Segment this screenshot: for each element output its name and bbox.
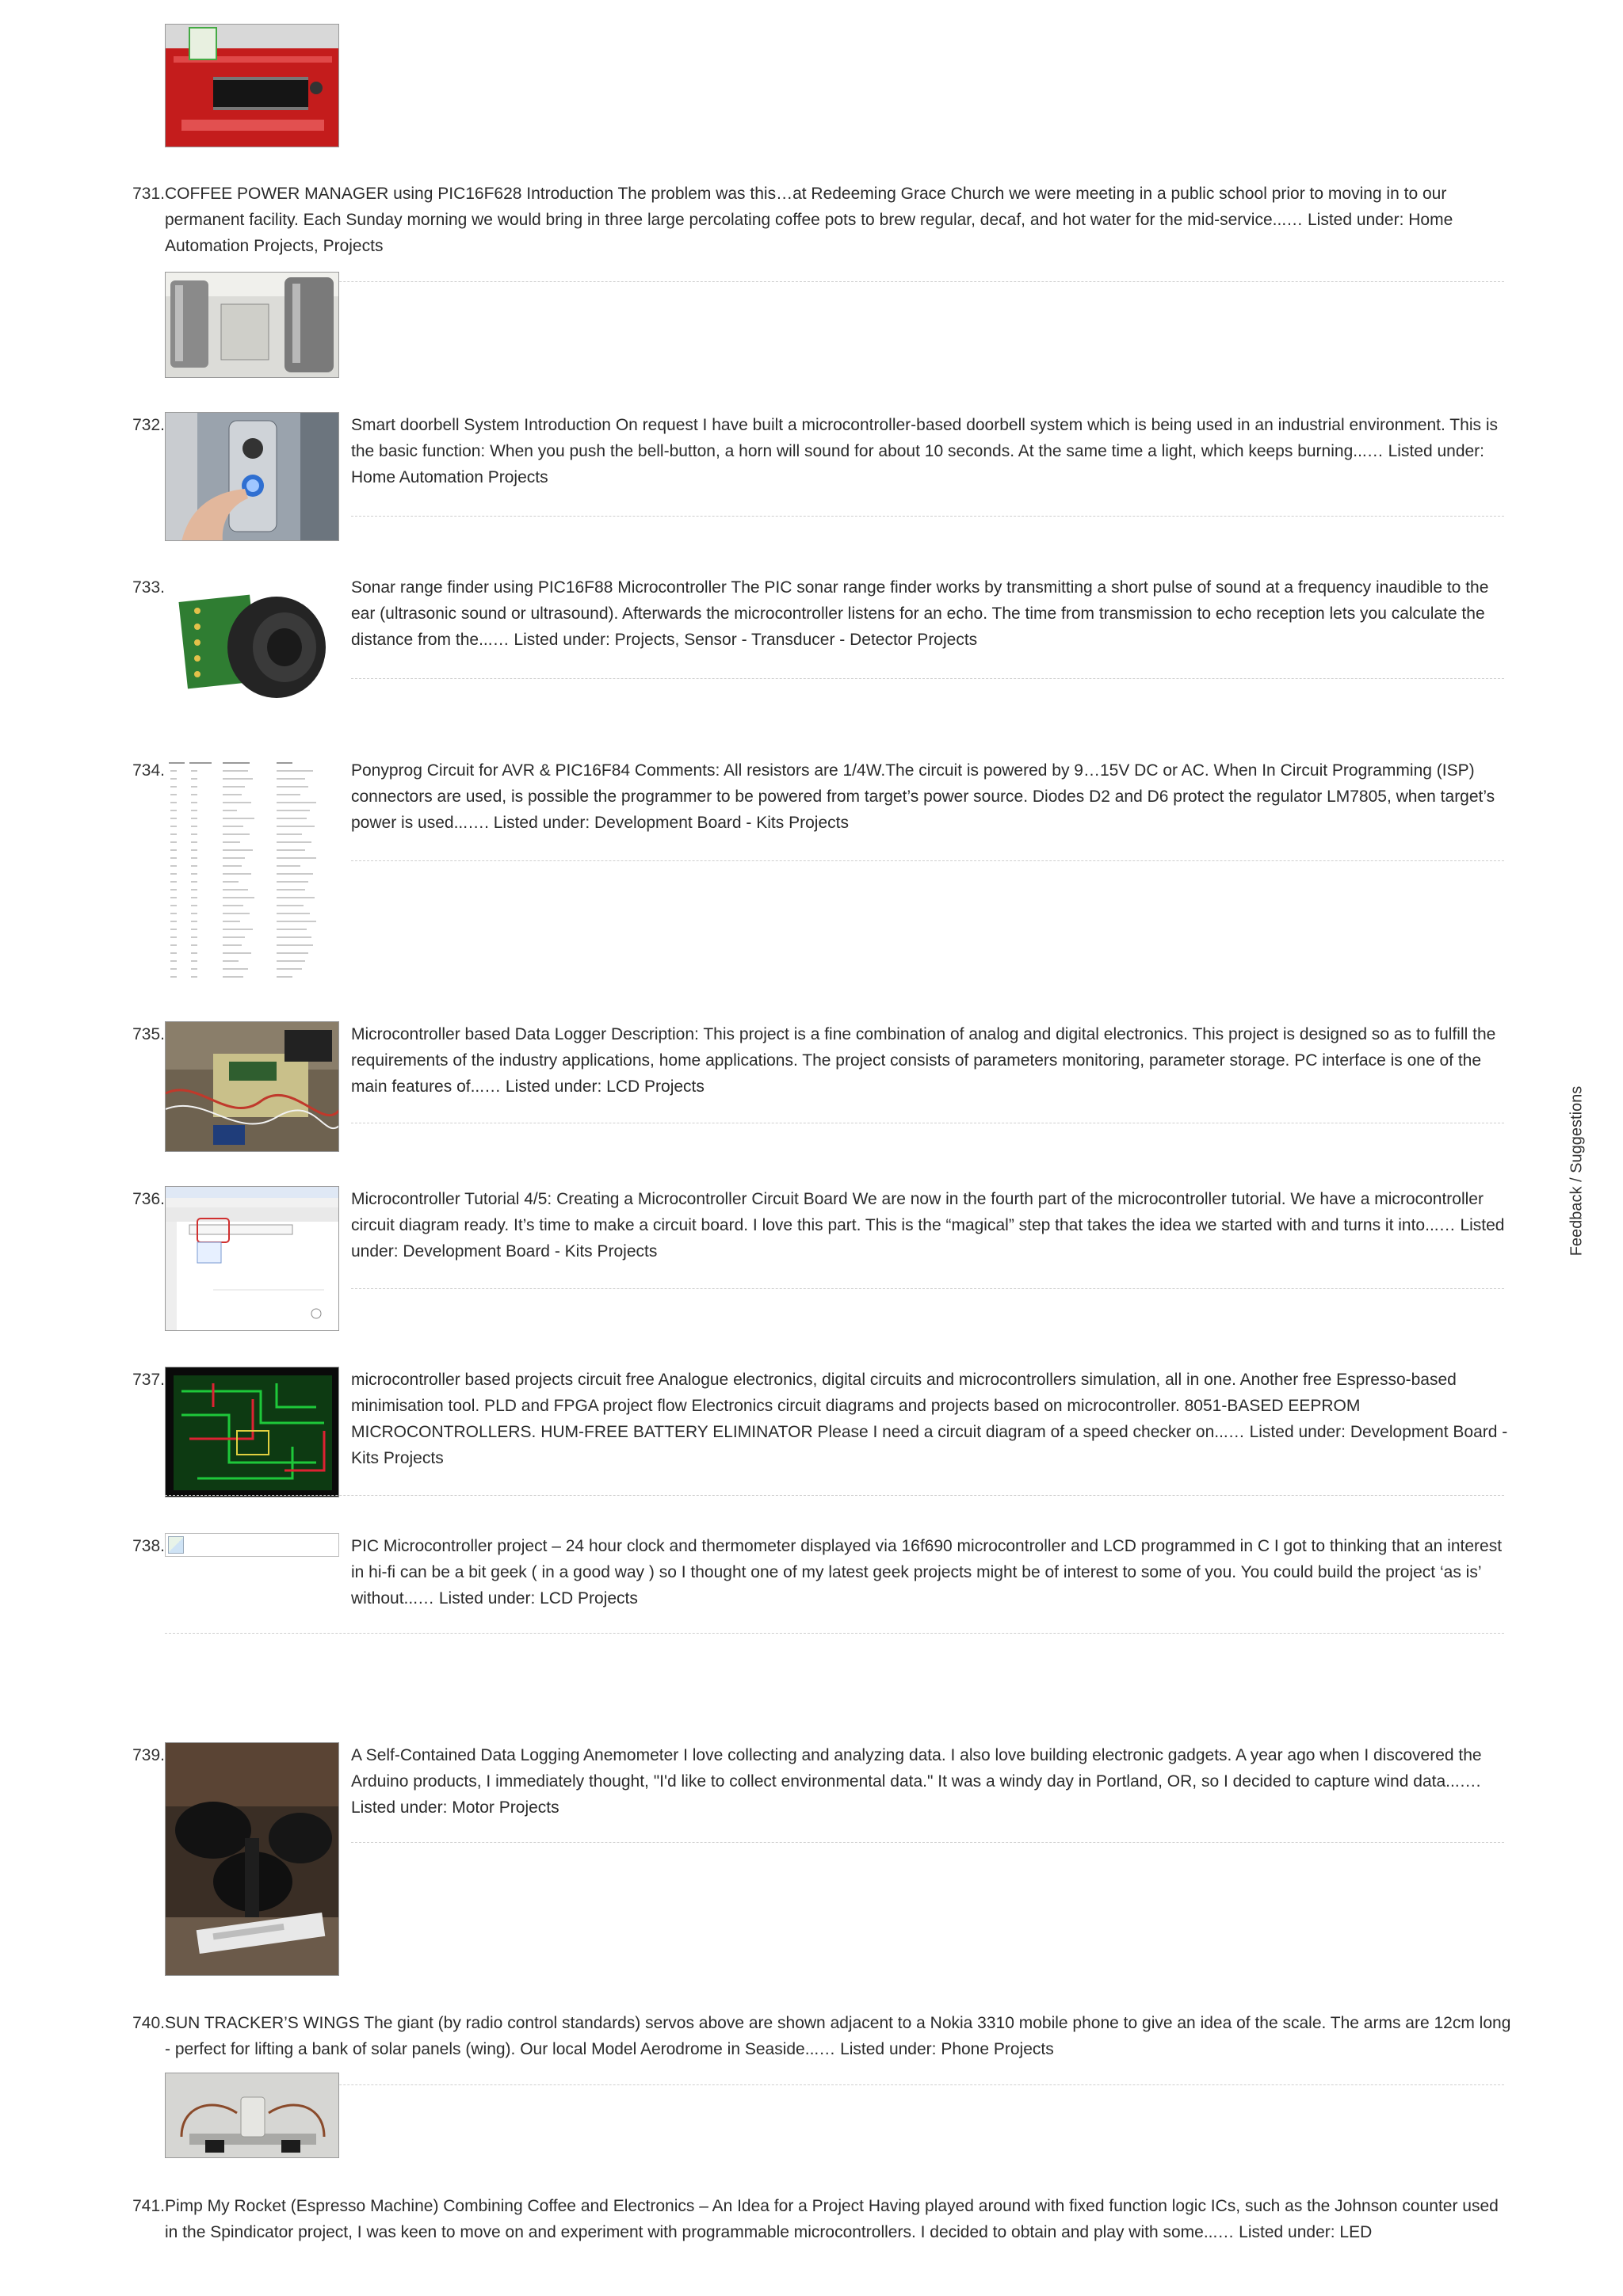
project-thumbnail-schematic-editor[interactable] <box>165 1186 339 1331</box>
broken-image-placeholder[interactable] <box>165 1533 339 1557</box>
project-thumbnail-dev-board[interactable] <box>165 24 339 147</box>
project-thumbnail-coffee-pots[interactable] <box>165 272 339 378</box>
dev-board-image <box>166 25 339 147</box>
divider <box>351 860 1504 861</box>
divider <box>351 1842 1504 1843</box>
feedback-tab-label: Feedback / Suggestions <box>1568 1085 1586 1257</box>
item-number: 731. <box>132 185 165 203</box>
item-number: 741. <box>132 2197 165 2215</box>
project-thumbnail-parts-list[interactable] <box>165 757 339 987</box>
anemometer-image <box>166 1743 339 1976</box>
servo-wings-image <box>166 2073 339 2158</box>
item-description[interactable]: SUN TRACKER’S WINGS The giant (by radio control standards) servos above are shown adjacent to a Nokia 3310 mobile phone to give an idea of the scale. The arms are 12cm long - perfect for lifting a bank of solar panels (wing). Our local Model Aerodrome in Seaside...… Listed under: Phone Projects <box>165 2014 1511 2058</box>
data-logger-image <box>166 1022 339 1152</box>
divider <box>351 516 1504 517</box>
coffee-pots-image <box>166 273 339 378</box>
project-thumbnail-doorbell[interactable] <box>165 412 339 541</box>
item-description[interactable]: Microcontroller Tutorial 4/5: Creating a Microcontroller Circuit Board We are now in the fourth part of the microcontroller tutorial. We have a microcontroller circuit diagram ready. It’s time to make a circuit board. I love this part. This is the “magical” step that takes the idea we started with and turns it into...… Listed under: Development Board - Kits Projects <box>351 1190 1505 1261</box>
item-description[interactable]: Sonar range finder using PIC16F88 Microcontroller The PIC sonar range finder works by transmitting a short pulse of sound at a frequency inaudible to the ear (ultrasonic sound or ultrasound). Afterwards the microcontroller listens for an echo. The time from transmission to echo reception lets you calculate the distance from the...… Listed under: Projects, Sensor - Transducer - Detector Projects <box>351 578 1489 649</box>
item-number: 739. <box>132 1746 165 1764</box>
item-number: 732. <box>132 416 165 434</box>
item-number: 733. <box>132 578 165 597</box>
divider <box>165 1495 1504 1496</box>
project-thumbnail-anemometer[interactable] <box>165 1742 339 1976</box>
feedback-tab[interactable] <box>1567 1081 1587 1261</box>
divider <box>165 2084 1504 2085</box>
project-thumbnail-sonar[interactable] <box>165 570 339 721</box>
project-thumbnail-servo-wings[interactable] <box>165 2073 339 2158</box>
parts-table-image <box>166 758 339 987</box>
divider <box>165 1633 1504 1634</box>
item-number: 735. <box>132 1025 165 1043</box>
item-description[interactable]: A Self-Contained Data Logging Anemometer I love collecting and analyzing data. I also love building electronic gadgets. A year ago when I discovered the Arduino products, I immediately thought, "I'd like to collect environmental data." It was a windy day in Portland, OR, so I decided to capture wind data...…. Listed under: Motor Projects <box>351 1746 1482 1817</box>
sonar-sensor-image <box>166 571 339 721</box>
item-description[interactable]: Ponyprog Circuit for AVR & PIC16F84 Comments: All resistors are 1/4W.The circuit is powered by 9…15V DC or AC. When In Circuit Programming (ISP) connectors are used, is possible the programmer to be powered from target’s power source. Diodes D2 and D6 protect the regulator LM7805, when target’s power is used...…. Listed under: Development Board - Kits Projects <box>351 761 1495 832</box>
item-number: 740. <box>132 2014 165 2032</box>
item-number: 738. <box>132 1537 165 1555</box>
divider <box>351 678 1504 679</box>
divider <box>351 1288 1504 1289</box>
item-number: 737. <box>132 1371 165 1389</box>
item-description[interactable]: COFFEE POWER MANAGER using PIC16F628 Introduction The problem was this…at Redeeming Grace Church we were meeting in a public school prior to moving in to our permanent facility. Each Sunday morning we would bring in three large percolating coffee pots to brew regular, decaf, and hot water for the mid-service...… Listed under: Home Automation Projects, Projects <box>165 185 1453 255</box>
doorbell-image <box>166 413 339 541</box>
project-thumbnail-data-logger[interactable] <box>165 1021 339 1152</box>
item-number: 734. <box>132 761 165 780</box>
divider <box>165 281 1504 282</box>
item-description[interactable]: Microcontroller based Data Logger Description: This project is a fine combination of analog and digital electronics. This project is designed so as to fulfill the requirements of the industry applications, home applications. The project consists of parameters monitoring, parameter storage. PC interface is one of the main features of...… Listed under: LCD Projects <box>351 1025 1496 1096</box>
item-description[interactable]: Smart doorbell System Introduction On request I have built a microcontroller-based doorbell system which is being used in an industrial environment. This is the basic function: When you push the bell-button, a horn will sound for about 10 seconds. At the same time a light, which keeps burning...… Listed under: Home Automation Projects <box>351 416 1498 486</box>
project-thumbnail-pcb[interactable] <box>165 1367 339 1497</box>
item-description[interactable]: microcontroller based projects circuit free Analogue electronics, digital circuits and microcontrollers simulation, all in one. Another free Espresso-based minimisation tool. PLD and FPGA project flow Electronics circuit diagrams and projects based on microcontroller. 8051-BASED EEPROM MICROCONTROLLERS. HUM-FREE BATTERY ELIMINATOR Please I need a circuit diagram of a speed checker on...… Listed under: Development Board - Kits Projects <box>351 1371 1508 1467</box>
broken-image-icon <box>168 1536 184 1554</box>
item-description[interactable]: Pimp My Rocket (Espresso Machine) Combining Coffee and Electronics – An Idea for a Project Having played around with fixed function logic ICs, such as the Johnson counter used in the Spindicator project, I was keen to move on and experiment with programmable microcontrollers. I decided to obtain and play with some...… Listed under: LED <box>165 2197 1499 2241</box>
pcb-layout-image <box>166 1367 339 1497</box>
schematic-editor-image <box>166 1187 339 1331</box>
item-number: 736. <box>132 1190 165 1208</box>
item-description[interactable]: PIC Microcontroller project – 24 hour clock and thermometer displayed via 16f690 microcontroller and LCD programmed in C I got to thinking that an interest in hi-fi can be a bit geek ( in a good way ) so I thought one of my latest geek projects might be of interest to some of you. You could build the project ‘as is’ without...… Listed under: LCD Projects <box>351 1537 1503 1608</box>
